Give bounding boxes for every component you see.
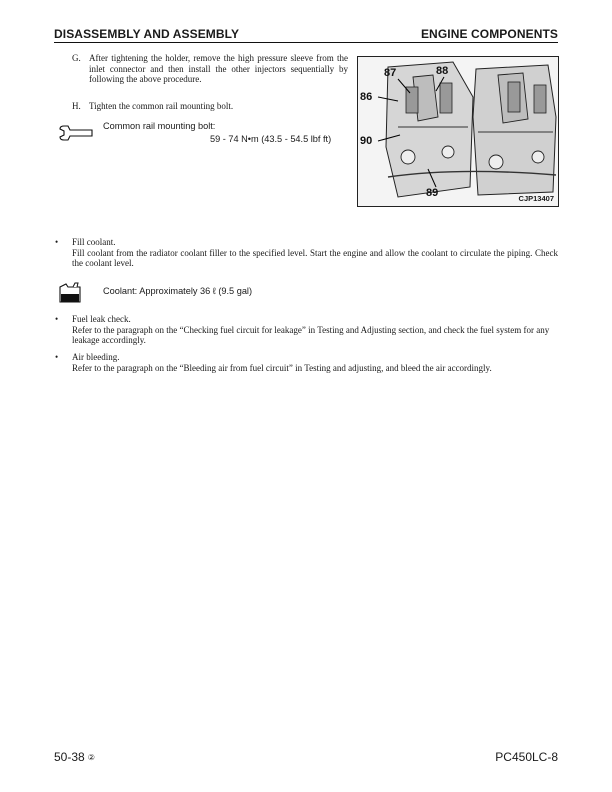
wrench-icon: [58, 124, 94, 147]
engine-illustration: [358, 57, 558, 206]
torque-value: 59 - 74 N•m (43.5 - 54.5 lbf ft): [210, 134, 332, 144]
chapter-title: ENGINE COMPONENTS: [420, 27, 558, 41]
bullet-marker: •: [55, 352, 59, 362]
engine-figure: [357, 56, 559, 207]
bullet-body: Refer to the paragraph on the “Checking fuel circuit for leakage” in Testing and Adjusting section, and check the fuel system for any leakage accordingly.: [72, 324, 550, 346]
step-letter: G.: [72, 53, 81, 63]
bullet-fuel-leak-check: [55, 314, 558, 346]
model-name: PC450LC-8: [495, 750, 558, 764]
page-number: [54, 750, 95, 764]
bullet-title: Air bleeding.: [72, 352, 120, 362]
step-letter: H.: [72, 101, 81, 111]
bullet-marker: •: [55, 237, 59, 247]
bullet-title: Fuel leak check.: [72, 314, 131, 324]
coolant-container-icon: [57, 282, 83, 309]
page-number-text: 50-38: [54, 750, 85, 764]
step-text: After tightening the holder, remove the high pressure sleeve from the inlet connector and then install the other injectors sequentially by following the above procedure.: [89, 53, 348, 85]
step-h: [72, 101, 348, 112]
bullet-title: Fill coolant.: [72, 237, 116, 247]
bullet-body: Fill coolant from the radiator coolant filler to the specified level. Start the engine and allow the coolant to circulate the piping. Check the coolant level.: [72, 247, 558, 269]
step-g: [72, 53, 348, 85]
bullet-fill-coolant: [55, 237, 558, 269]
bullet-body: Refer to the paragraph on the “Bleeding air from fuel circuit” in Testing and adjusting, and bleed the air accordingly.: [72, 362, 492, 373]
callout-90: 90: [360, 135, 373, 147]
page-header: [54, 27, 558, 43]
callout-87: 87: [384, 67, 397, 79]
figure-id: CJP13407: [518, 194, 554, 203]
callout-86: 86: [360, 91, 373, 103]
section-title: DISASSEMBLY AND ASSEMBLY: [54, 27, 240, 41]
bullet-air-bleeding: [55, 352, 558, 373]
coolant-capacity: Coolant: Approximately 36 ℓ (9.5 gal): [103, 286, 253, 296]
revision-mark: ②: [87, 753, 95, 762]
bullet-marker: •: [55, 314, 59, 324]
callout-89: 89: [426, 187, 439, 199]
callout-88: 88: [436, 65, 449, 77]
step-text: Tighten the common rail mounting bolt.: [89, 101, 234, 111]
torque-label: Common rail mounting bolt:: [103, 121, 216, 131]
